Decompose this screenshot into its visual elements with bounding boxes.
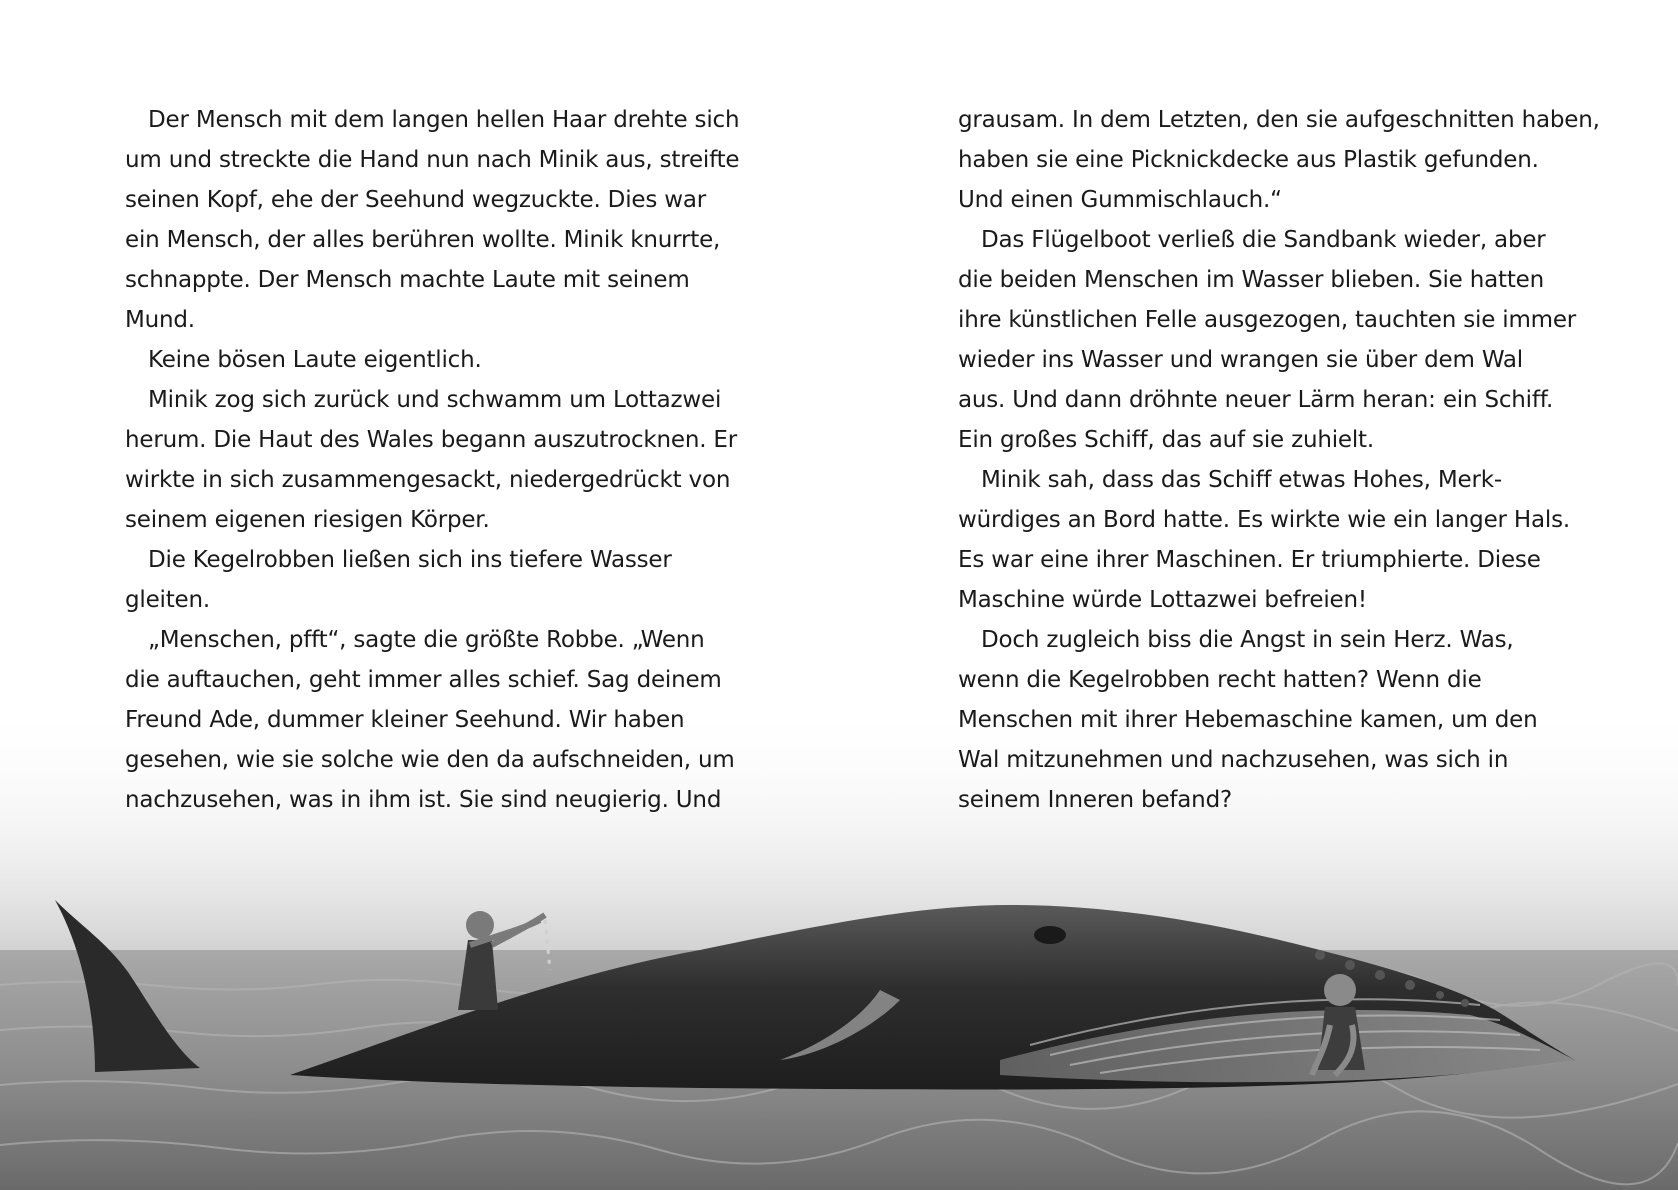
whale-eye: [1034, 926, 1066, 944]
line: Freund Ade, dummer kleiner Seehund. Wir haben: [125, 707, 685, 733]
line: schnappte. Der Mensch machte Laute mit seinem: [125, 267, 690, 293]
line: seinen Kopf, ehe der Seehund wegzuckte. Dies war: [125, 187, 706, 213]
line: Doch zugleich biss die Angst in sein Herz. Was,: [981, 627, 1514, 653]
line: aus. Und dann dröhnte neuer Lärm heran: ein Schiff.: [958, 387, 1554, 413]
right-page-text: [958, 100, 1600, 820]
line: gesehen, wie sie solche wie den da aufschneiden, um: [125, 747, 735, 773]
line: gleiten.: [125, 587, 210, 613]
line: Und einen Gummischlauch.“: [958, 187, 1282, 213]
line: Der Mensch mit dem langen hellen Haar drehte sich: [148, 107, 740, 133]
line: Mund.: [125, 307, 195, 333]
line: „Menschen, pfft“, sagte die größte Robbe. „Wenn: [148, 627, 705, 653]
line: herum. Die Haut des Wales begann auszutrocknen. Er: [125, 427, 738, 453]
line: würdiges an Bord hatte. Es wirkte wie ein langer Hals.: [958, 507, 1570, 533]
left-page-text: [125, 100, 740, 820]
line: ihre künstlichen Felle ausgezogen, tauchten sie immer: [958, 307, 1577, 333]
line: seinem Inneren befand?: [958, 787, 1232, 813]
line: ein Mensch, der alles berühren wollte. Minik knurrte,: [125, 227, 721, 253]
line: haben sie eine Picknickdecke aus Plastik gefunden.: [958, 147, 1539, 173]
line: die beiden Menschen im Wasser blieben. Sie hatten: [958, 267, 1544, 293]
line: Maschine würde Lottazwei befreien!: [958, 587, 1367, 613]
line: Menschen mit ihrer Hebemaschine kamen, um den: [958, 707, 1538, 733]
line: Es war eine ihrer Maschinen. Er triumphierte. Diese: [958, 547, 1541, 573]
line: Ein großes Schiff, das auf sie zuhielt.: [958, 427, 1374, 453]
line: Wal mitzunehmen und nachzusehen, was sich in: [958, 747, 1509, 773]
line: wieder ins Wasser und wrangen sie über dem Wal: [958, 347, 1523, 373]
line: wenn die Kegelrobben recht hatten? Wenn die: [958, 667, 1482, 693]
line: die auftauchen, geht immer alles schief. Sag deinem: [125, 667, 722, 693]
line: grausam. In dem Letzten, den sie aufgeschnitten haben,: [958, 107, 1600, 133]
line: Das Flügelboot verließ die Sandbank wieder, aber: [981, 227, 1546, 253]
line: wirkte in sich zusammengesackt, niedergedrückt von: [125, 467, 731, 493]
line: nachzusehen, was in ihm ist. Sie sind neugierig. Und: [125, 787, 722, 813]
line: Minik sah, dass das Schiff etwas Hohes, Merk-: [981, 467, 1502, 493]
line: seinem eigenen riesigen Körper.: [125, 507, 490, 533]
line: Minik zog sich zurück und schwamm um Lottazwei: [148, 387, 722, 413]
line: Keine bösen Laute eigentlich.: [148, 347, 482, 373]
line: Die Kegelrobben ließen sich ins tiefere Wasser: [148, 547, 672, 573]
line: um und streckte die Hand nun nach Minik aus, streifte: [125, 147, 740, 173]
